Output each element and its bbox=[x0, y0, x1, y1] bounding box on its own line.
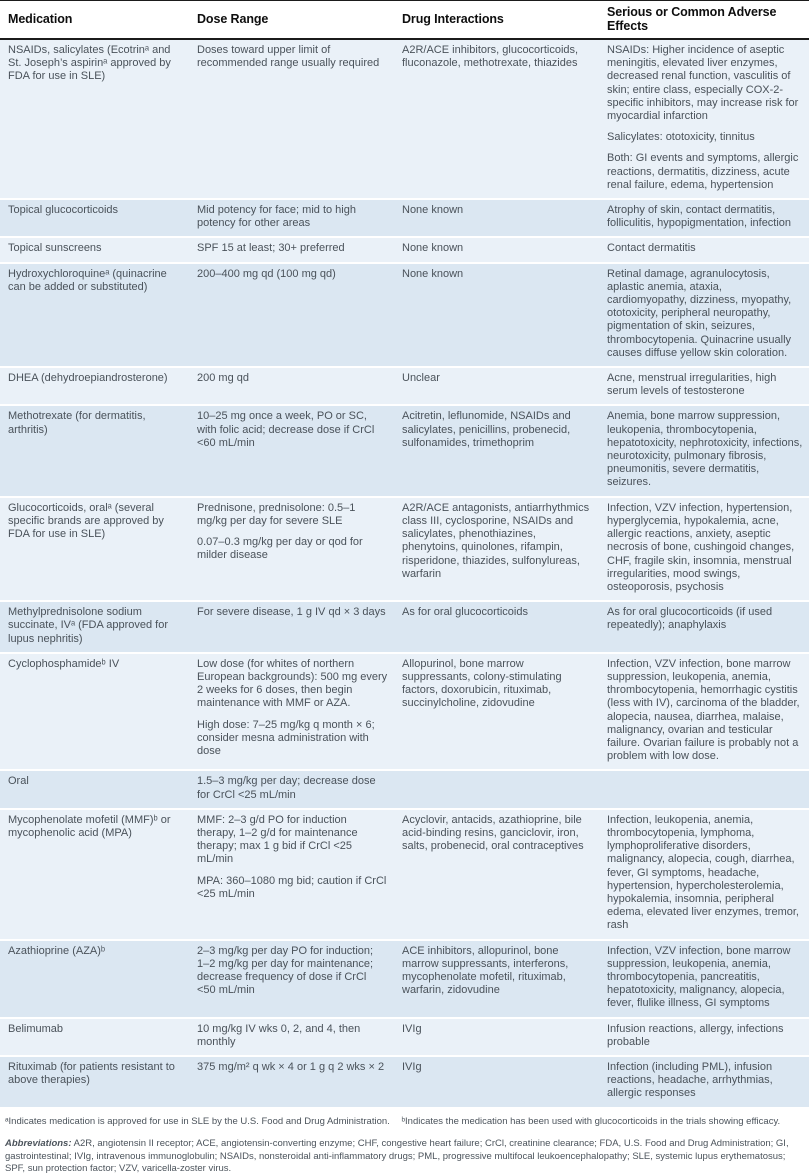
table-row bbox=[0, 652, 809, 770]
table-row bbox=[0, 40, 809, 198]
cell-dose_range: 375 mg/m² q wk × 4 or 1 g q 2 wks × 2 bbox=[197, 1055, 402, 1107]
cell-dose_range: 1.5–3 mg/kg per day; decrease dose for CrCl <25 mL/min bbox=[197, 769, 402, 807]
footnotes bbox=[0, 1107, 809, 1176]
table-row bbox=[0, 769, 809, 807]
cell-dose_range: 2–3 mg/kg per day PO for induction; 1–2 mg/kg per day for maintenance; decrease frequency of dose if CrCl <50 mL/min bbox=[197, 939, 402, 1017]
cell-adverse_effects: NSAIDs: Higher incidence of aseptic meningitis, elevated liver enzymes, decreased renal function, vasculitis of skin; entire class, especially COX-2-specific inhibitors, may increase risk for myocardial infarction Salicylates: ototoxicity, tinnitus Both: GI events and symptoms, allergic reactions, dermatitis, dizziness, acute renal failure, edema, hypertension bbox=[607, 44, 799, 191]
cell-drug_interactions bbox=[402, 769, 607, 807]
footnote-line bbox=[5, 1116, 805, 1129]
cell-drug_interactions: As for oral glucocorticoids bbox=[402, 600, 607, 652]
cell-dose_range: Doses toward upper limit of recommended range usually required bbox=[197, 44, 380, 70]
cell-dose_range: Low dose (for whites of northern European backgrounds): 500 mg every 2 weeks for 6 doses, then begin maintenance with MMF or AZA. High dose: 7–25 mg/kg q month × 6; consider mesna administration with dose bbox=[197, 652, 402, 770]
cell-adverse_effects: Infection, VZV infection, hypertension, hyperglycemia, hypokalemia, acne, allergic reactions, anxiety, aseptic necrosis of bone, cushingoid changes, CHF, fragile skin, insomnia, menstrual irregularities, mood swings, osteoporosis, psychosis bbox=[607, 496, 809, 600]
cell-dose_range: MMF: 2–3 g/d PO for induction therapy, 1–2 g/d for maintenance therapy; max 1 g bid if CrCl <25 mL/min MPA: 360–1080 mg bid; caution if CrCl <25 mL/min bbox=[197, 808, 402, 939]
cell-dose_range: 10–25 mg once a week, PO or SC, with folic acid; decrease dose if CrCl <60 mL/min bbox=[197, 404, 402, 495]
table-row bbox=[0, 496, 809, 600]
cell-adverse_effects: Retinal damage, agranulocytosis, aplastic anemia, ataxia, cardiomyopathy, dizziness, myopathy, ototoxicity, peripheral neuropathy, pigmentation of skin, seizures, thrombocytopenia. Quinacrine usually causes diffuse yellow skin coloration. bbox=[607, 262, 809, 366]
cell-medication: Belimumab bbox=[0, 1017, 197, 1055]
cell-medication: Topical sunscreens bbox=[0, 236, 197, 261]
cell-medication: DHEA (dehydroepiandrosterone) bbox=[0, 366, 197, 404]
cell-adverse_effects: Contact dermatitis bbox=[607, 236, 809, 261]
table-body bbox=[0, 40, 809, 1107]
table-row bbox=[0, 600, 809, 652]
cell-medication: NSAIDs, salicylates (Ecotrinᵃ and St. Joseph’s aspirinᵃ approved by FDA for use in SLE) bbox=[8, 44, 171, 83]
column-header: Medication bbox=[0, 1, 197, 40]
cell-dose_range: 200 mg qd bbox=[197, 366, 402, 404]
cell-adverse_effects: Infusion reactions, allergy, infections probable bbox=[607, 1017, 809, 1055]
cell-drug_interactions: None known bbox=[402, 236, 607, 261]
cell-dose_range: 200–400 mg qd (100 mg qd) bbox=[197, 262, 402, 366]
table-header-row bbox=[0, 1, 809, 40]
table-row bbox=[0, 939, 809, 1017]
cell-dose_range: Mid potency for face; mid to high potency for other areas bbox=[197, 198, 402, 236]
cell-adverse_effects bbox=[607, 769, 809, 807]
cell-drug_interactions: A2R/ACE antagonists, antiarrhythmics class III, cyclosporine, NSAIDs and salicylates, phenothiazines, phenytoins, quinolones, rifampin, risperidone, thiazides, sulfonylureas, warfarin bbox=[402, 496, 607, 600]
table-row bbox=[0, 808, 809, 939]
cell-drug_interactions: Allopurinol, bone marrow suppressants, colony-stimulating factors, doxorubicin, rituximab, succinylcholine, zidovudine bbox=[402, 652, 607, 770]
cell-medication: Glucocorticoids, oralᵃ (several specific brands are approved by FDA for use in SLE) bbox=[0, 496, 197, 600]
cell-adverse_effects: Anemia, bone marrow suppression, leukopenia, thrombocytopenia, hepatotoxicity, nephrotoxicity, infections, neurotoxicity, pulmonary fibrosis, pneumonitis, severe dermatitis, seizures. bbox=[607, 404, 809, 495]
cell-drug_interactions: A2R/ACE inhibitors, glucocorticoids, fluconazole, methotrexate, thiazides bbox=[402, 44, 579, 70]
table-row bbox=[0, 1055, 809, 1107]
cell-medication: Cyclophosphamideᵇ IV bbox=[0, 652, 197, 770]
footnote-b: ᵇIndicates the medication has been used with glucocorticoids in the trials showing efficacy. bbox=[401, 1115, 781, 1127]
cell-medication: Topical glucocorticoids bbox=[0, 198, 197, 236]
cell-drug_interactions: Unclear bbox=[402, 366, 607, 404]
table-row bbox=[0, 404, 809, 495]
table-row bbox=[0, 1017, 809, 1055]
cell-adverse_effects: Infection, leukopenia, anemia, thrombocytopenia, lymphoma, lymphoproliferative disorders, malignancy, alopecia, cough, diarrhea, fever, GI symptoms, headache, hypertension, hypercholesterolemia, hypokalemia, insomnia, peripheral edema, elevated liver enzymes, tremor, rash bbox=[607, 808, 809, 939]
table-row bbox=[0, 262, 809, 366]
cell-drug_interactions: IVIg bbox=[402, 1055, 607, 1107]
cell-medication: Azathioprine (AZA)ᵇ bbox=[0, 939, 197, 1017]
cell-medication: Oral bbox=[0, 769, 197, 807]
table-row bbox=[0, 198, 809, 236]
cell-medication: Mycophenolate mofetil (MMF)ᵇ or mycophenolic acid (MPA) bbox=[0, 808, 197, 939]
cell-dose_range: Prednisone, prednisolone: 0.5–1 mg/kg per day for severe SLE 0.07–0.3 mg/kg per day or qod for milder disease bbox=[197, 496, 402, 600]
cell-adverse_effects: Acne, menstrual irregularities, high serum levels of testosterone bbox=[607, 366, 809, 404]
abbreviations-label: Abbreviations: bbox=[5, 1138, 72, 1150]
cell-adverse_effects: Infection, VZV infection, bone marrow suppression, leukopenia, anemia, thrombocytopenia, pancreatitis, hepatotoxicity, malignancy, alopecia, fever, flulike illness, GI symptoms bbox=[607, 939, 809, 1017]
column-header: Drug Interactions bbox=[402, 1, 607, 40]
abbreviations bbox=[5, 1138, 805, 1176]
table-row bbox=[0, 366, 809, 404]
cell-adverse_effects: As for oral glucocorticoids (if used repeatedly); anaphylaxis bbox=[607, 600, 809, 652]
table-row bbox=[0, 236, 809, 261]
cell-drug_interactions: Acitretin, leflunomide, NSAIDs and salicylates, penicillins, probenecid, sulfonamides, trimethoprim bbox=[402, 404, 607, 495]
cell-dose_range: For severe disease, 1 g IV qd × 3 days bbox=[197, 600, 402, 652]
cell-adverse_effects: Atrophy of skin, contact dermatitis, folliculitis, hypopigmentation, infection bbox=[607, 198, 809, 236]
column-header: Serious or Common Adverse Effects bbox=[607, 1, 809, 40]
cell-adverse_effects: Infection, VZV infection, bone marrow suppression, leukopenia, anemia, thrombocytopenia, hemorrhagic cystitis (less with IV), carcinoma of the bladder, alopecia, nausea, diarrhea, malaise, malignancy, ovarian and testicular failure. Ovarian failure is probably not a problem with low dose. bbox=[607, 652, 809, 770]
cell-medication: Methotrexate (for dermatitis, arthritis) bbox=[0, 404, 197, 495]
cell-drug_interactions: None known bbox=[402, 262, 607, 366]
cell-adverse_effects: Infection (including PML), infusion reactions, headache, arrhythmias, allergic responses bbox=[607, 1055, 809, 1107]
cell-drug_interactions: None known bbox=[402, 198, 607, 236]
cell-drug_interactions: ACE inhibitors, allopurinol, bone marrow suppressants, interferons, mycophenolate mofetil, rituximab, warfarin, zidovudine bbox=[402, 939, 607, 1017]
cell-medication: Rituximab (for patients resistant to above therapies) bbox=[0, 1055, 197, 1107]
abbreviations-text: A2R, angiotensin II receptor; ACE, angiotensin-converting enzyme; CHF, congestive heart failure; CrCl, creatinine clearance; FDA, U.S. Food and Drug Administration; GI, gastrointestinal; IVIg, intravenous immunoglobulin; NSAIDs, nonsteroidal anti-inflammatory drugs; PML, progressive multifocal leukoencephalopathy; SLE, systemic lupus erythematosus; SPF, sun protection factor; VZV, varicella-zoster virus. bbox=[5, 1138, 789, 1175]
cell-dose_range: 10 mg/kg IV wks 0, 2, and 4, then monthly bbox=[197, 1017, 402, 1055]
table-header bbox=[0, 1, 809, 40]
cell-drug_interactions: Acyclovir, antacids, azathioprine, bile acid-binding resins, ganciclovir, iron, salts, probenecid, oral contraceptives bbox=[402, 808, 607, 939]
column-header: Dose Range bbox=[197, 1, 402, 40]
cell-medication: Methylprednisolone sodium succinate, IVᵃ (FDA approved for lupus nephritis) bbox=[0, 600, 197, 652]
cell-drug_interactions: IVIg bbox=[402, 1017, 607, 1055]
cell-dose_range: SPF 15 at least; 30+ preferred bbox=[197, 236, 402, 261]
footnote-a: ᵃIndicates medication is approved for use in SLE by the U.S. Food and Drug Administration. bbox=[5, 1115, 390, 1127]
cell-medication: Hydroxychloroquineᵃ (quinacrine can be added or substituted) bbox=[0, 262, 197, 366]
